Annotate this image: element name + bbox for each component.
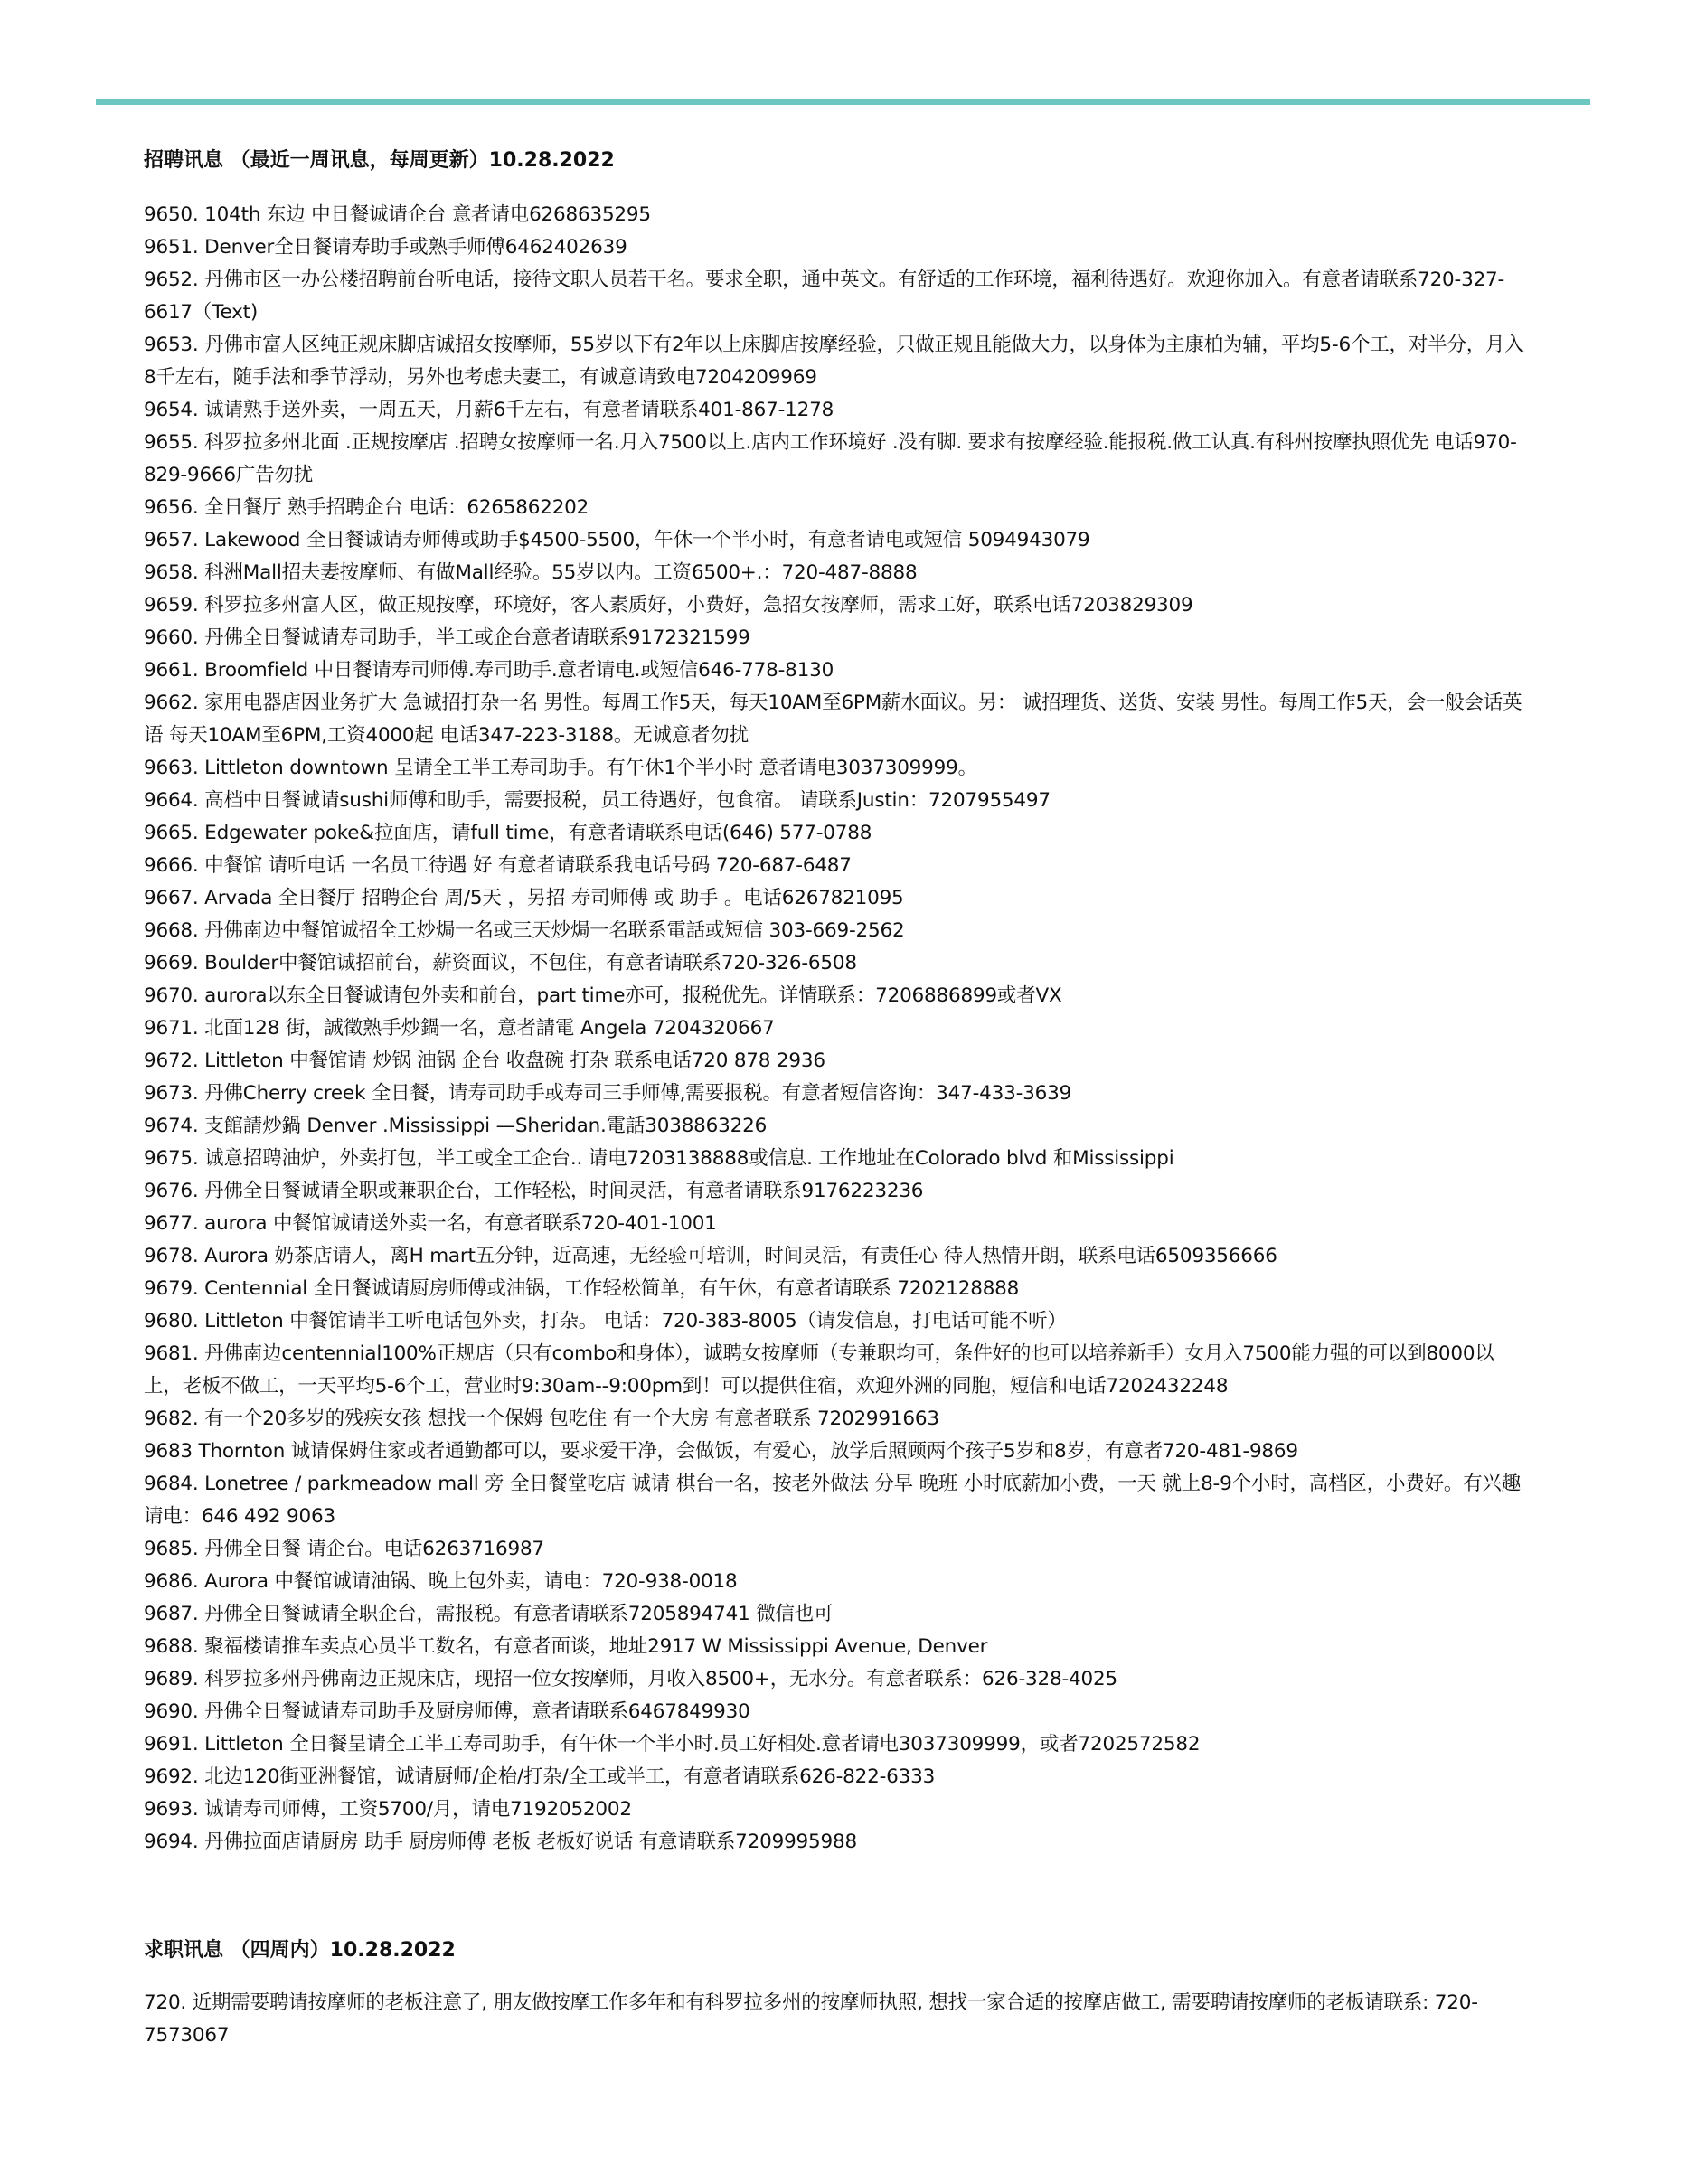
document-body xyxy=(144,145,1527,2052)
job-listing: 9686. Aurora 中餐馆诚请油锅、晚上包外卖，请电：720-938-0018 xyxy=(144,1570,738,1593)
job-listing: 9671. 北面128 街，誠徵熟手炒鍋一名，意者請電 Angela 7204320667 xyxy=(144,1017,775,1040)
hiring-list xyxy=(144,199,1527,1859)
job-listing: 9658. 科洲Mall招夫妻按摩师、有做Mall经验。55岁以内。工资6500+.：720-487-8888 xyxy=(144,561,918,584)
job-listing: 9680. Littleton 中餐馆请半工听电话包外卖，打杂。 电话：720-383-8005（请发信息，打电话可能不听） xyxy=(144,1310,1067,1332)
job-listing: 9683 Thornton 诚请保姆住家或者通勤都可以，要求爱干净，会做饭，有爱心，放学后照顾两个孩子5岁和8岁，有意者720-481-9869 xyxy=(144,1440,1298,1463)
job-listing: 9662. 家用电器店因业务扩大 急诚招打杂一名 男性。每周工作5天，每天10AM至6PM薪水面议。另： 诚招理货、送货、安装 男性。每周工作5天，会一般会话英语 每天10AM至6PM,工资4000起 电话347-223-3188。无诚意者勿扰 xyxy=(144,692,1522,747)
job-listing: 9692. 北边120街亚洲餐馆，诚请厨师/企枱/打杂/全工或半工，有意者请联系626-822-6333 xyxy=(144,1765,936,1788)
job-listing: 9679. Centennial 全日餐诚请厨房师傅或油锅，工作轻松简单，有午休，有意者请联系 7202128888 xyxy=(144,1277,1020,1300)
job-listing: 9673. 丹佛Cherry creek 全日餐，请寿司助手或寿司三手师傅,需要报税。有意者短信咨询：347-433-3639 xyxy=(144,1082,1072,1105)
job-listing: 9693. 诚请寿司师傅，工资5700/月，请电7192052002 xyxy=(144,1798,632,1821)
header-rule xyxy=(96,99,1590,105)
job-listing: 9668. 丹佛南边中餐馆诚招全工炒焗一名或三天炒焗一名联系電話或短信 303-669-2562 xyxy=(144,919,905,942)
job-listing: 9681. 丹佛南边centennial100%正规店（只有combo和身体），诚聘女按摩师（专兼职均可，条件好的也可以培养新手）女月入7500能力强的可以到8000以上，老板不做工，一天平均5-6个工，营业时9:30am--9:00pm到！可以提供住宿，欢迎外洲的同胞，短信和电话7202432248 xyxy=(144,1342,1494,1398)
seeking-heading: 求职讯息 （四周内）10.28.2022 xyxy=(144,1939,456,1962)
job-listing: 9675. 诚意招聘油炉，外卖打包，半工或全工企台.. 请电7203138888或信息. 工作地址在Colorado blvd 和Mississippi xyxy=(144,1147,1174,1170)
job-listing: 9685. 丹佛全日餐 请企台。电话6263716987 xyxy=(144,1538,544,1560)
job-listing: 9676. 丹佛全日餐诚请全职或兼职企台，工作轻松，时间灵活，有意者请联系9176223236 xyxy=(144,1180,924,1202)
job-listing: 9672. Littleton 中餐馆请 炒锅 油锅 企台 收盘碗 打杂 联系电话720 878 2936 xyxy=(144,1050,825,1072)
job-listing: 9651. Denver全日餐请寿助手或熟手师傅6462402639 xyxy=(144,236,627,259)
job-listing: 9659. 科罗拉多州富人区，做正规按摩，环境好，客人素质好，小费好，急招女按摩师，需求工好，联系电话7203829309 xyxy=(144,594,1193,617)
job-listing: 9689. 科罗拉多州丹佛南边正规床店，现招一位女按摩师，月收入8500+，无水分。有意者联系：626-328-4025 xyxy=(144,1668,1117,1690)
job-listing: 9669. Boulder中餐馆诚招前台，薪资面议，不包住，有意者请联系720-326-6508 xyxy=(144,952,857,974)
job-listing: 9666. 中餐馆 请听电话 一名员工待遇 好 有意者请联系我电话号码 720-687-6487 xyxy=(144,854,852,877)
job-listing: 9661. Broomfield 中日餐请寿司师傅.寿司助手.意者请电.或短信646-778-8130 xyxy=(144,659,834,682)
job-seeking-listing: 720. 近期需要聘请按摩师的老板注意了, 朋友做按摩工作多年和有科罗拉多州的按摩师执照, 想找一家合适的按摩店做工, 需要聘请按摩师的老板请联系: 720-7573067 xyxy=(144,1991,1478,2047)
job-listing: 9682. 有一个20多岁的残疾女孩 想找一个保姆 包吃住 有一个大房 有意者联系 7202991663 xyxy=(144,1407,939,1430)
job-listing: 9687. 丹佛全日餐诚请全职企台，需报税。有意者请联系7205894741 微信也可 xyxy=(144,1603,834,1625)
job-listing: 9663. Littleton downtown 呈请全工半工寿司助手。有午休1个半小时 意者请电3037309999。 xyxy=(144,757,977,779)
job-listing: 9691. Littleton 全日餐呈请全工半工寿司助手，有午休一个半小时.员工好相处.意者请电3037309999，或者7202572582 xyxy=(144,1733,1201,1756)
section-spacer xyxy=(144,1859,1527,1935)
job-listing: 9694. 丹佛拉面店请厨房 助手 厨房师傅 老板 老板好说话 有意请联系7209995988 xyxy=(144,1831,857,1853)
job-listing: 9660. 丹佛全日餐诚请寿司助手，半工或企台意者请联系9172321599 xyxy=(144,626,750,649)
job-listing: 9656. 全日餐厅 熟手招聘企台 电话：6265862202 xyxy=(144,496,589,519)
job-listing: 9670. aurora以东全日餐诚请包外卖和前台，part time亦可，报税优先。详情联系：7206886899或者VX xyxy=(144,984,1062,1007)
job-listing: 9650. 104th 东边 中日餐诚请企台 意者请电6268635295 xyxy=(144,203,651,226)
job-listing: 9665. Edgewater poke&拉面店，请full time，有意者请联系电话(646) 577-0788 xyxy=(144,822,872,844)
job-listing: 9677. aurora 中餐馆诚请送外卖一名，有意者联系720-401-1001 xyxy=(144,1212,717,1235)
seeking-list xyxy=(144,1987,1527,2052)
job-listing: 9653. 丹佛市富人区纯正规床脚店诚招女按摩师，55岁以下有2年以上床脚店按摩经验，只做正规且能做大力，以身体为主康柏为辅，平均5-6个工，对半分，月入8千左右，随手法和季节浮动，另外也考虑夫妻工，有诚意请致电7204209969 xyxy=(144,334,1524,389)
job-listing: 9674. 支館請炒鍋 Denver .Mississippi —Sheridan.電話3038863226 xyxy=(144,1115,768,1137)
hiring-heading: 招聘讯息 （最近一周讯息，每周更新）10.28.2022 xyxy=(144,149,615,172)
job-listing: 9664. 高档中日餐诚请sushi师傅和助手，需要报税，员工待遇好，包食宿。 请联系Justin：7207955497 xyxy=(144,789,1051,812)
job-listing: 9667. Arvada 全日餐厅 招聘企台 周/5天 ，另招 寿司师傅 或 助手 。电话6267821095 xyxy=(144,887,904,909)
job-listing: 9654. 诚请熟手送外卖，一周五天，月薪6千左右，有意者请联系401-867-1278 xyxy=(144,399,834,421)
job-listing: 9684. Lonetree / parkmeadow mall 旁 全日餐堂吃店 诚请 棋台一名，按老外做法 分早 晚班 小时底薪加小费，一天 就上8-9个小时，高档区，小费好。有兴趣请电：646 492 9063 xyxy=(144,1473,1522,1528)
job-listing: 9690. 丹佛全日餐诚请寿司助手及厨房师傅，意者请联系6467849930 xyxy=(144,1700,750,1723)
job-listing: 9652. 丹佛市区一办公楼招聘前台听电话，接待文职人员若干名。要求全职，通中英文。有舒适的工作环境，福利待遇好。欢迎你加入。有意者请联系720-327-6617（Text) xyxy=(144,268,1505,324)
job-listing: 9678. Aurora 奶茶店请人，离H mart五分钟，近高速，无经验可培训，时间灵活，有责任心 待人热情开朗，联系电话6509356666 xyxy=(144,1245,1277,1267)
job-listing: 9688. 聚福楼请推车卖点心员半工数名，有意者面谈，地址2917 W Mississippi Avenue, Denver xyxy=(144,1635,988,1658)
job-listing: 9657. Lakewood 全日餐诚请寿师傅或助手$4500-5500，午休一个半小时，有意者请电或短信 5094943079 xyxy=(144,529,1090,551)
job-listing: 9655. 科罗拉多州北面 .正规按摩店 .招聘女按摩师一名.月入7500以上.店内工作环境好 .没有脚. 要求有按摩经验.能报税.做工认真.有科州按摩执照优先 电话970-829-9666广告勿扰 xyxy=(144,431,1517,486)
